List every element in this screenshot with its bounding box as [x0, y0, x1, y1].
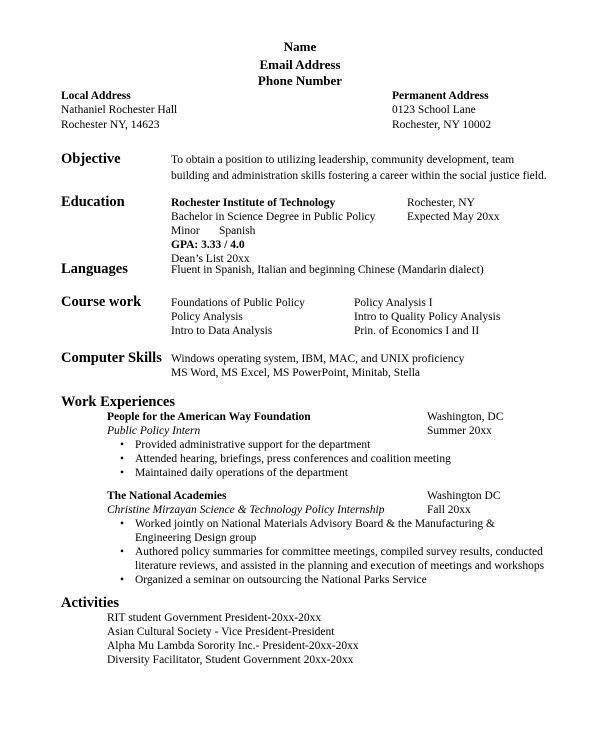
activity: Diversity Facilitator, Student Government 20xx-20xx — [107, 654, 354, 666]
degree-date: Expected May 20xx — [407, 211, 500, 223]
bullet-text: Attended hearing, briefings, press conferences and coalition meeting — [135, 453, 451, 465]
bullet-text: Authored policy summaries for committee meetings, compiled survey results, conducted — [135, 546, 543, 558]
coursework-heading: Course work — [61, 294, 142, 310]
school: Rochester Institute of Technology — [171, 197, 336, 209]
permanent-address-label: Permanent Address — [392, 90, 489, 102]
local-address-line: Nathaniel Rochester Hall — [61, 104, 178, 116]
activity: Asian Cultural Society - Vice President-President — [107, 626, 335, 638]
school-location: Rochester, NY — [407, 197, 475, 209]
job-location: Washington, DC — [427, 411, 504, 423]
job-title: Christine Mirzayan Science & Technology Policy Internship — [107, 504, 385, 516]
job-date: Fall 20xx — [427, 504, 471, 516]
bullet-text: Provided administrative support for the department — [135, 439, 371, 451]
permanent-address-line: Rochester, NY 10002 — [392, 119, 492, 131]
course: Foundations of Public Policy — [171, 297, 305, 309]
bullet-item: • — [120, 574, 125, 586]
job-location: Washington DC — [427, 490, 501, 502]
objective-text: To obtain a position to utilizing leadership, community development, team — [171, 154, 515, 166]
computer-skills-text: MS Word, MS Excel, MS PowerPoint, Minitab, Stella — [171, 367, 420, 379]
bullet-text: Engineering Design group — [135, 532, 257, 544]
gpa: GPA: 3.33 / 4.0 — [171, 239, 245, 251]
objective-heading: Objective — [61, 151, 121, 167]
course: Policy Analysis I — [354, 297, 433, 309]
bullet-item: • — [120, 518, 125, 530]
job-org: People for the American Way Foundation — [107, 411, 311, 423]
honors: Dean’s List 20xx — [171, 253, 250, 265]
course: Policy Analysis — [171, 311, 243, 323]
work-heading: Work Experiences — [61, 394, 175, 410]
bullet-text: Worked jointly on National Materials Advisory Board & the Manufacturing & — [135, 518, 495, 530]
activity: RIT student Government President-20xx-20xx — [107, 612, 322, 624]
activities-heading: Activities — [61, 595, 119, 611]
bullet-text: literature reviews, and assisted in the planning and execution of meetings and workshops — [135, 560, 545, 572]
course: Intro to Quality Policy Analysis — [354, 311, 501, 323]
permanent-address-line: 0123 School Lane — [392, 104, 476, 116]
computer-skills-text: Windows operating system, IBM, MAC, and UNIX proficiency — [171, 353, 465, 365]
name: Name — [283, 39, 317, 54]
job-title: Public Policy Intern — [107, 425, 201, 437]
bullet-item: • — [120, 453, 125, 465]
local-address-line: Rochester NY, 14623 — [61, 119, 160, 131]
computer-skills-heading: Computer Skills — [61, 350, 162, 366]
objective-text: building and administration skills fostering a career within the social justice field. — [171, 170, 547, 182]
bullet-item: • — [120, 467, 125, 479]
job-org: The National Academies — [107, 490, 227, 502]
bullet-item: • — [120, 439, 125, 451]
course: Prin. of Economics I and II — [354, 325, 480, 337]
course: Intro to Data Analysis — [171, 325, 273, 337]
bullet-text: Organized a seminar on outsourcing the National Parks Service — [135, 574, 427, 586]
local-address-label: Local Address — [61, 90, 131, 102]
bullet-item: • — [120, 546, 125, 558]
minor: Spanish — [219, 225, 256, 237]
languages-heading: Languages — [61, 261, 128, 277]
education-heading: Education — [61, 194, 125, 210]
phone: Phone Number — [257, 73, 343, 88]
minor-label: Minor — [171, 225, 200, 237]
degree: Bachelor in Science Degree in Public Policy — [171, 211, 376, 223]
languages-text: Fluent in Spanish, Italian and beginning Chinese (Mandarin dialect) — [171, 264, 484, 276]
job-date: Summer 20xx — [427, 425, 492, 437]
bullet-text: Maintained daily operations of the department — [135, 467, 349, 479]
activity: Alpha Mu Lambda Sorority Inc.- President-20xx-20xx — [107, 640, 359, 652]
email: Email Address — [259, 57, 341, 72]
